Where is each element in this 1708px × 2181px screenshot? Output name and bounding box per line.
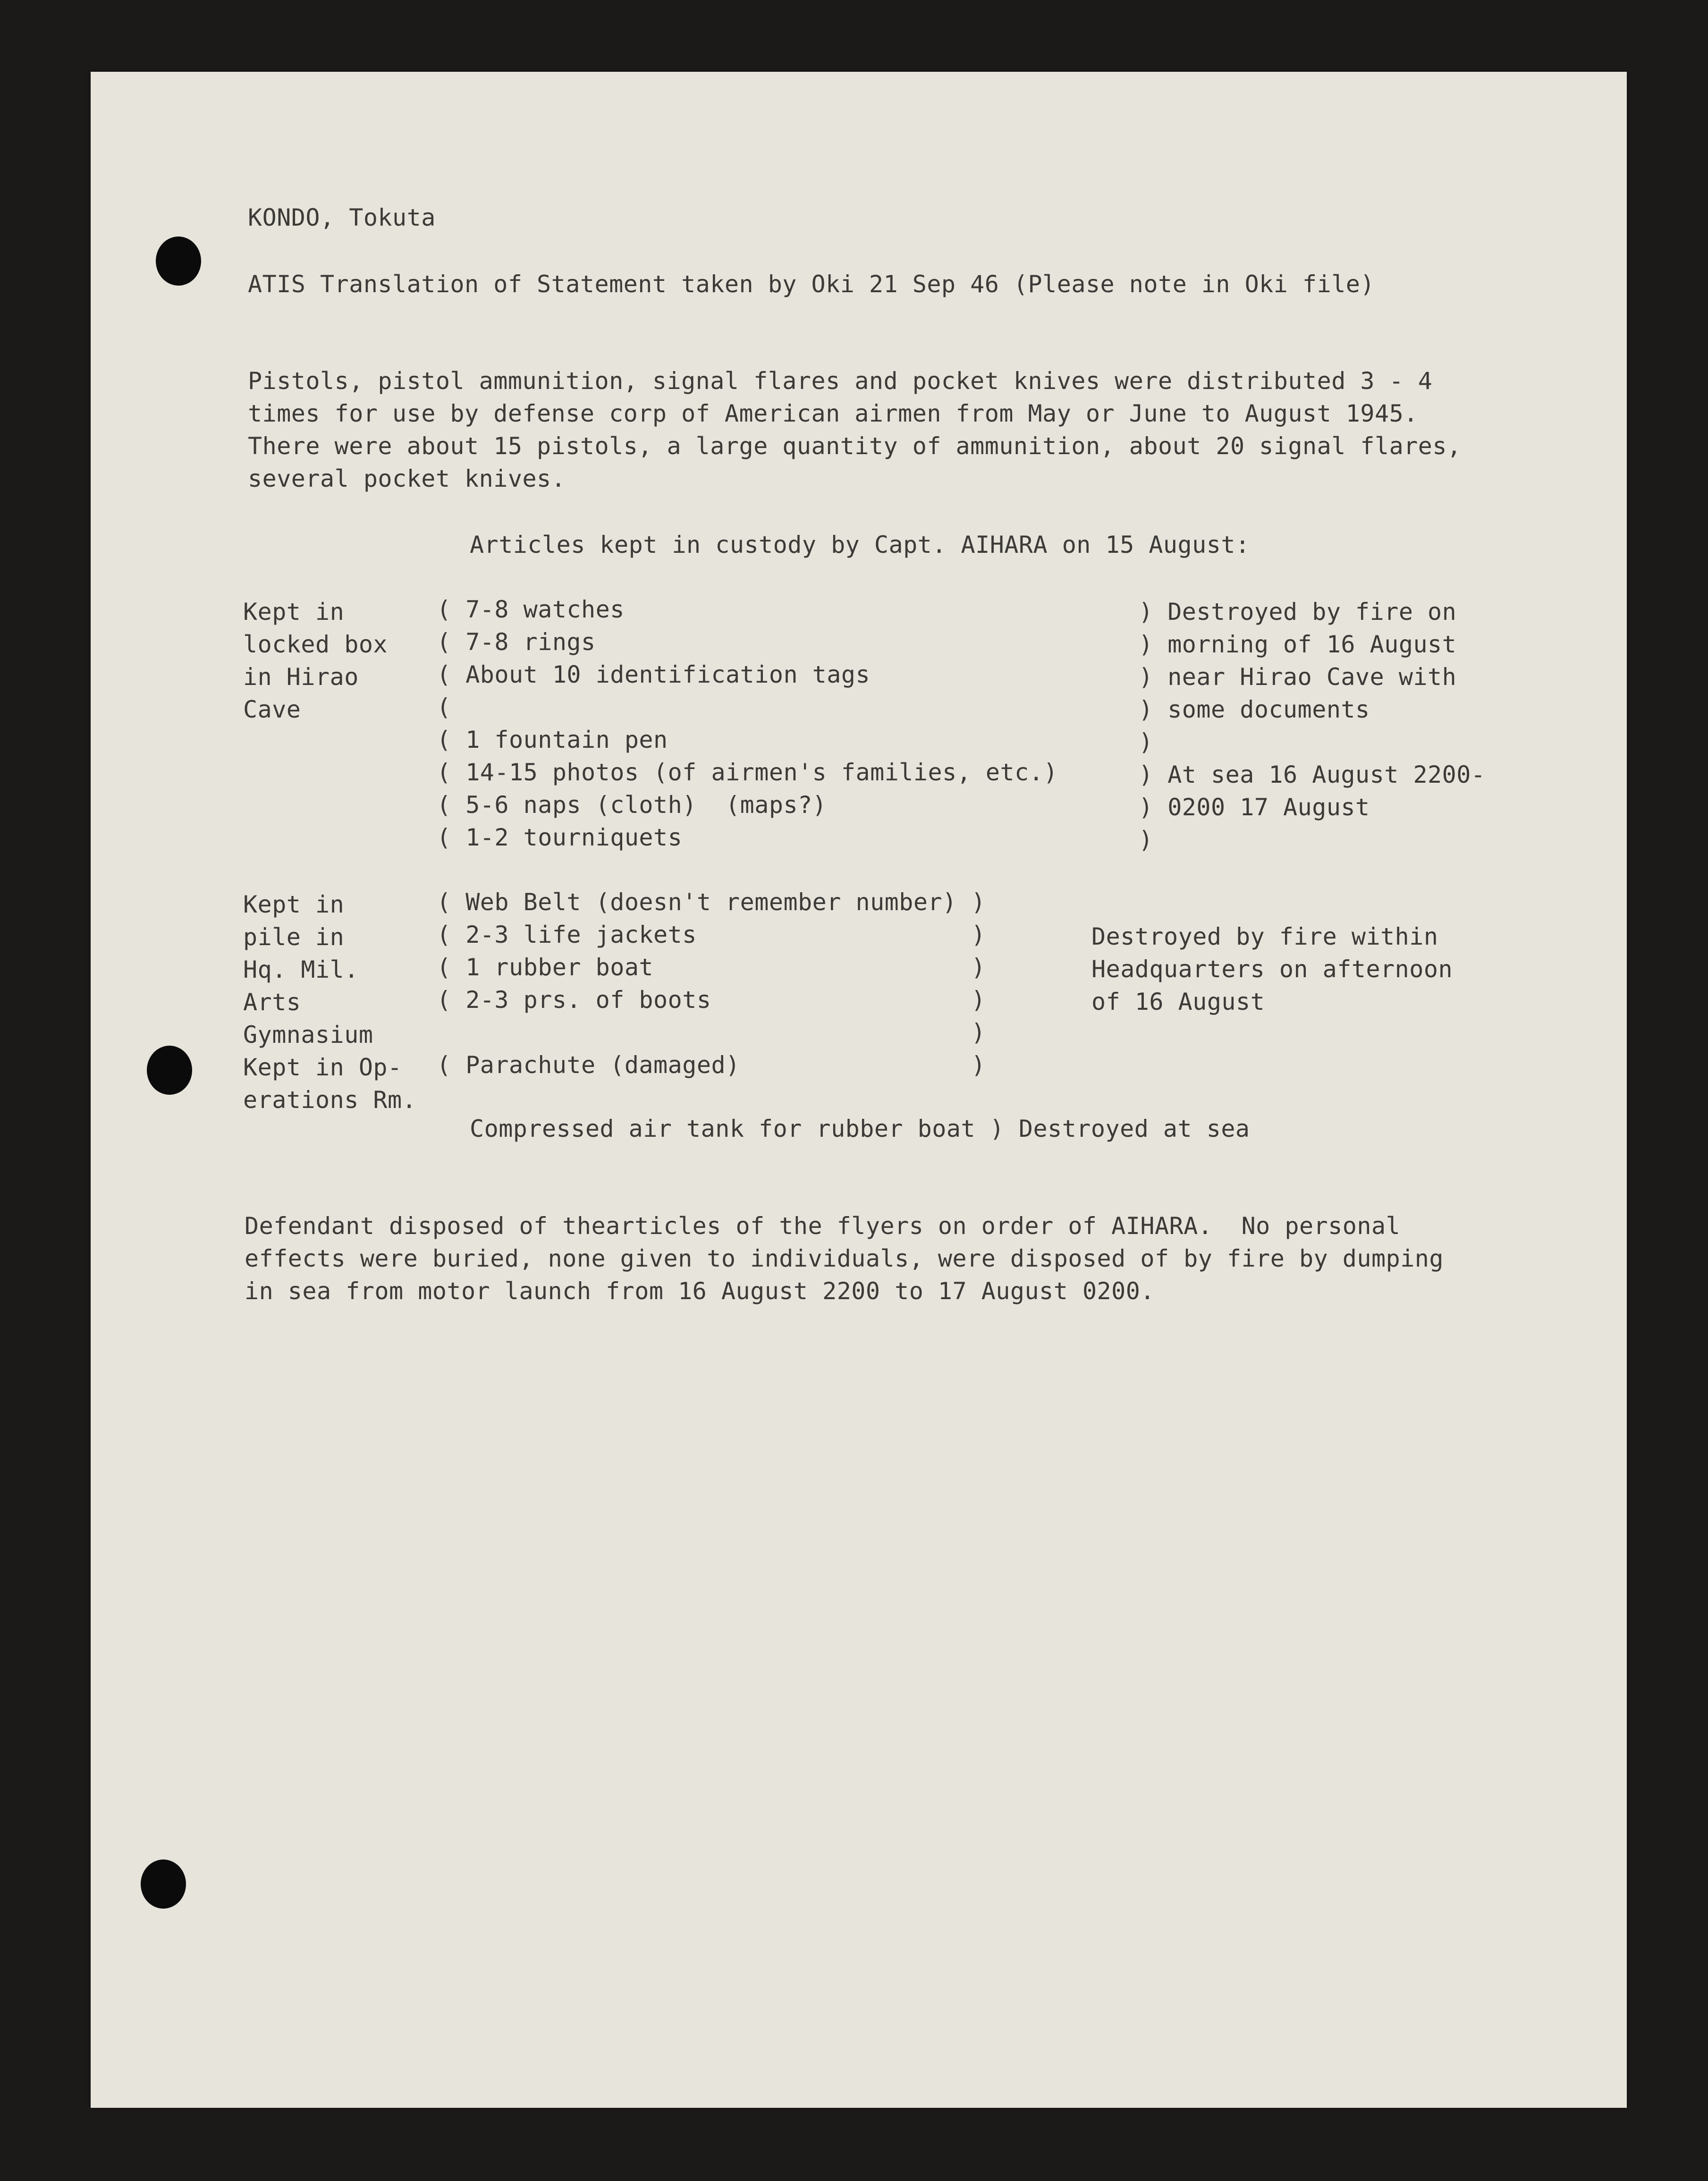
disposition-line: ) — [1139, 728, 1153, 756]
disposition-line: ) some documents — [1139, 696, 1370, 723]
intro-line: Pistols, pistol ammunition, signal flares and pocket knives were distributed 3 - 4 — [248, 367, 1433, 395]
location-line: Kept in — [243, 598, 345, 626]
binder-hole-middle — [147, 1046, 192, 1095]
header-name: KONDO, Tokuta — [248, 204, 436, 231]
item-line: ( 1 fountain pen — [437, 726, 668, 753]
binder-hole-bottom — [141, 1860, 186, 1909]
closing-line: in sea from motor launch from 16 August 2200 to 17 August 0200. — [245, 1277, 1155, 1305]
compressed-air-tank-line: Compressed air tank for rubber boat ) Destroyed at sea — [470, 1115, 1250, 1142]
location-line: locked box — [243, 631, 388, 658]
section-heading: Articles kept in custody by Capt. AIHARA on 15 August: — [470, 531, 1250, 558]
closing-line: effects were buried, none given to individuals, were disposed of by fire by dumping — [245, 1245, 1444, 1272]
disposition-line: Headquarters on afternoon — [1091, 955, 1453, 983]
intro-line: several pocket knives. — [248, 465, 566, 492]
item-line: ( 2-3 life jackets ) — [437, 921, 986, 948]
disposition-line: ) 0200 17 August — [1139, 794, 1370, 821]
item-line: ( About 10 identification tags — [437, 661, 871, 688]
location-line: Gymnasium — [243, 1021, 373, 1048]
item-line: ( 1-2 tourniquets — [437, 824, 683, 851]
item-line: ( 2-3 prs. of boots ) — [437, 986, 986, 1014]
item-line: ( 14-15 photos (of airmen's families, etc.) — [437, 759, 1058, 786]
disposition-line: ) morning of 16 August — [1139, 631, 1457, 658]
intro-line: There were about 15 pistols, a large quantity of ammunition, about 20 signal flares, — [248, 432, 1462, 460]
item-line: ( — [437, 693, 451, 721]
header-note: ATIS Translation of Statement taken by Oki 21 Sep 46 (Please note in Oki file) — [248, 271, 1375, 298]
item-line: ( Web Belt (doesn't remember number) ) — [437, 888, 986, 916]
disposition-line: ) near Hirao Cave with — [1139, 663, 1457, 691]
disposition-line: ) Destroyed by fire on — [1139, 598, 1457, 626]
location-line: erations Rm. — [243, 1086, 417, 1114]
binder-hole-top — [156, 237, 201, 286]
disposition-line: ) — [1139, 826, 1153, 854]
location-line: Kept in — [243, 891, 345, 918]
item-line: ( Parachute (damaged) ) — [437, 1051, 986, 1079]
disposition-line: ) At sea 16 August 2200- — [1139, 761, 1486, 788]
location-line: pile in — [243, 923, 345, 951]
location-line: Cave — [243, 696, 301, 723]
location-line: in Hirao — [243, 663, 359, 691]
item-line: ( 7-8 rings — [437, 628, 596, 656]
location-line: Hq. Mil. — [243, 956, 359, 983]
item-line: ( 7-8 watches — [437, 596, 625, 623]
disposition-line: of 16 August — [1091, 988, 1265, 1015]
item-line: ) — [437, 1019, 986, 1046]
intro-line: times for use by defense corp of American airmen from May or June to August 1945. — [248, 400, 1418, 427]
location-line: Arts — [243, 989, 301, 1016]
item-line: ( 1 rubber boat ) — [437, 954, 986, 981]
location-line: Kept in Op- — [243, 1054, 402, 1081]
closing-line: Defendant disposed of thearticles of the flyers on order of AIHARA. No personal — [245, 1212, 1401, 1240]
disposition-line: Destroyed by fire within — [1091, 923, 1438, 950]
item-line: ( 5-6 naps (cloth) (maps?) — [437, 791, 827, 819]
